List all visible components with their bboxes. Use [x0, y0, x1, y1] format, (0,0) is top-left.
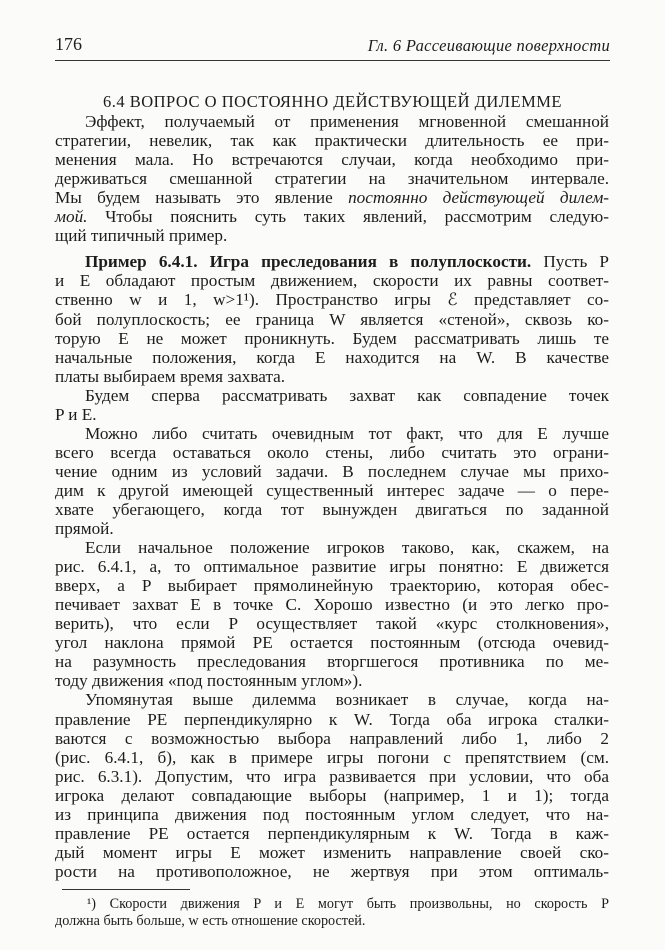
text-line: менения мала. Но встречаются случаи, когда необходимо при- — [55, 150, 609, 169]
text-line: торую E не может проникнуть. Будем рассматривать лишь те — [55, 329, 609, 348]
text-line: ственно w и 1, w>1¹). Пространство игры ℰ представляет со- — [55, 290, 609, 309]
example-heading: Пример 6.4.1. Игра преследования в полуплоскости. — [85, 252, 532, 271]
text-line: Будем сперва рассматривать захват как совпадение точек — [85, 386, 609, 405]
page-number: 176 — [55, 34, 82, 54]
text-line: Упомянутая выше дилемма возникает в случае, когда на- — [85, 690, 609, 709]
text-line: Эффект, получаемый от применения мгновенной смешанной — [85, 112, 609, 131]
text-line: вверх, а P выбирает прямолинейную траекторию, которая обес- — [55, 576, 609, 595]
text-line: из принципа движения под постоянным углом следует, что на- — [55, 805, 609, 824]
term-emphasis: мой. — [55, 207, 88, 226]
text-line: Можно либо считать очевидным тот факт, что для E лучше — [85, 424, 609, 443]
text-line — [55, 188, 609, 208]
text-span: Мы будем называть это явление — [55, 188, 333, 207]
text-line: и E обладают простым движением, скорости их равны соответ- — [55, 271, 609, 290]
text-line: платы выбираем время захвата. — [55, 367, 286, 386]
text-line: щий типичный пример. — [55, 226, 228, 245]
text-line: всего всегда оставаться около стены, либо считать это ограни- — [55, 443, 609, 462]
text-line: рис. 6.4.1, а, то оптимальное развитие игры понятно: E движется — [55, 557, 609, 576]
example-heading-line — [85, 252, 609, 272]
text-line: дый момент игры E может изменить направление своей ско- — [55, 843, 609, 862]
text-line: чение одним из условий задачи. В последнем случае мы прихо- — [55, 462, 609, 481]
text-line: P и E. — [55, 405, 97, 424]
text-line: верить), что если P осуществляет такой «курс столкновения», — [55, 614, 609, 633]
text-line: на разумность преследования вторгшегося противника по ме- — [55, 652, 609, 671]
text-line: угол наклона прямой PE остается постоянным (отсюда очевид- — [55, 633, 609, 652]
running-title: Гл. 6 Рассеивающие поверхности — [367, 36, 610, 55]
text-line: правление PE остается перпендикулярным к W. Тогда в каж- — [55, 824, 609, 843]
text-line: прямой. — [55, 519, 114, 538]
text-line: Если начальное положение игроков таково, как, скажем, на — [85, 538, 609, 557]
text-line: ваются с возможностью выбора направлений либо 1, либо 2 — [55, 729, 609, 748]
footnote-line: ¹) Скорости движения P и E могут быть произвольны, но скорость P — [87, 896, 609, 912]
term-emphasis: постоянно действующей дилем- — [348, 188, 610, 207]
page-header — [55, 34, 610, 58]
text-line: бой полуплоскость; ее граница W является «стеной», сквозь ко- — [55, 310, 609, 329]
text-line: (рис. 6.4.1, б), как в примере игры погони с препятствием (см. — [55, 748, 609, 767]
text-line: хвате убегающего, когда тот вынужден двигаться по заданной — [55, 500, 609, 519]
text-line — [55, 207, 609, 227]
text-line: правление PE перпендикулярно к W. Тогда оба игрока сталки- — [55, 710, 609, 729]
section-title: 6.4 ВОПРОС О ПОСТОЯННО ДЕЙСТВУЮЩЕЙ ДИЛЕММЕ — [102, 92, 563, 111]
text-span: Пусть P — [531, 252, 609, 271]
header-rule — [55, 60, 610, 61]
text-line: печивает захват E в точке C. Хорошо известно (и это легко про- — [55, 595, 609, 614]
text-line: игрока делают совпадающие выборы (например, 1 и 1); тогда — [55, 786, 609, 805]
text-span: Чтобы пояснить суть таких явлений, рассмотрим следую- — [87, 207, 609, 226]
text-line: рости на противоположное, не жертвуя при этом оптималь- — [55, 862, 609, 881]
footnote-line: должна быть больше, w есть отношение скоростей. — [55, 913, 366, 929]
text-line: рис. 6.3.1). Допустим, что игра развивается при условии, что оба — [55, 767, 609, 786]
text-line: начальные положения, когда E находится на W. В качестве — [55, 348, 609, 367]
footnote-rule — [62, 889, 190, 890]
text-line: стратегии, невелик, так как практически длительность ее при- — [55, 131, 609, 150]
text-line: держиваться смешанной стратегии на значительном интервале. — [55, 169, 609, 188]
text-line: тоду движения «под постоянным углом»). — [55, 671, 363, 690]
text-line: дим к другой имеющей существенный интерес задаче — о пере- — [55, 481, 609, 500]
